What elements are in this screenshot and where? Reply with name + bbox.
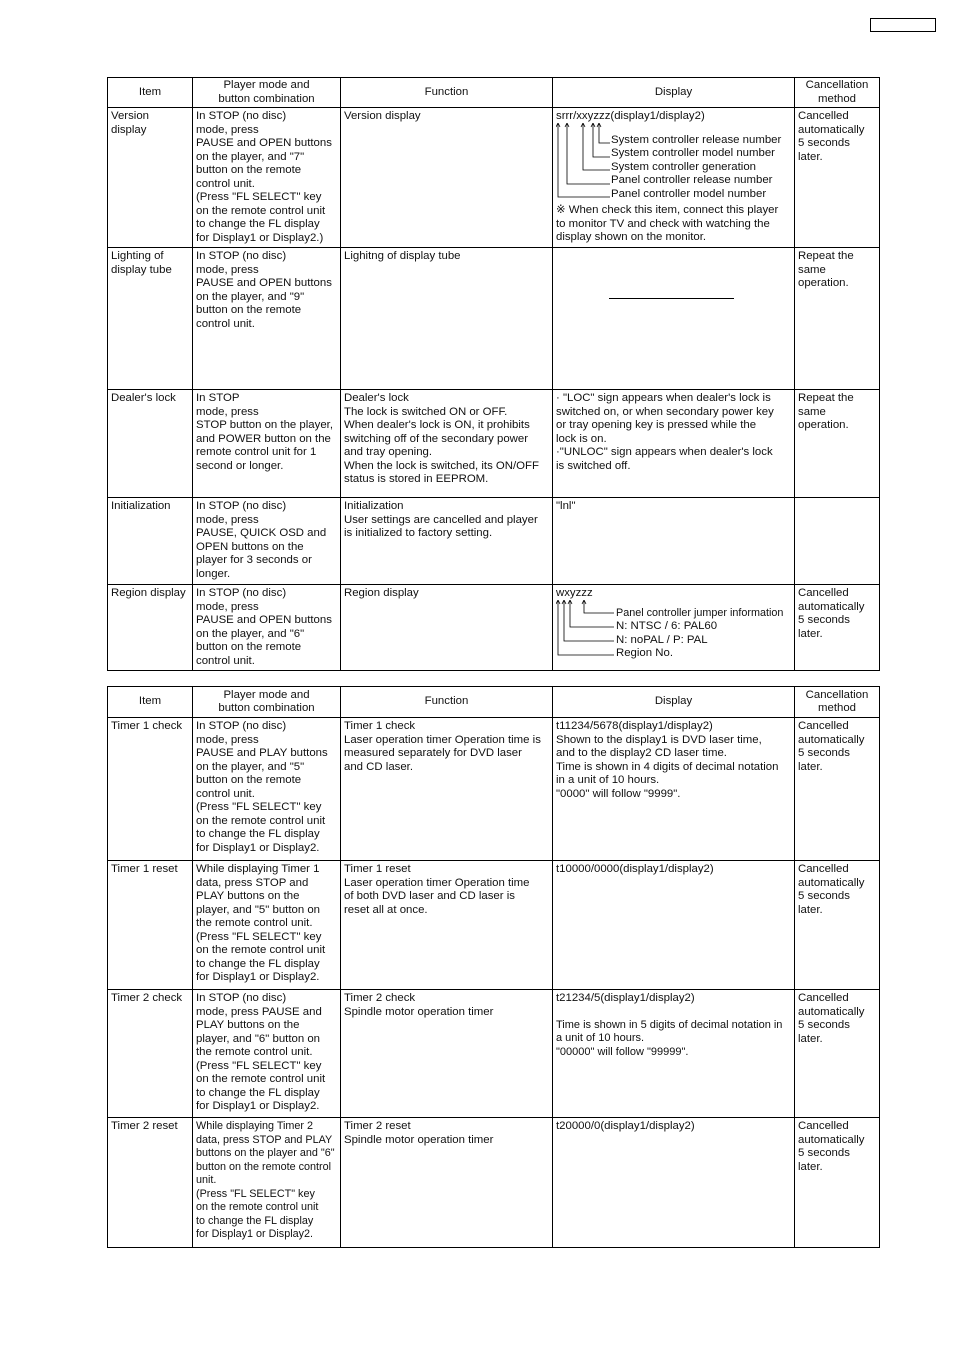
item-cell: Timer 1 reset [108, 861, 193, 990]
cancel-cell: Cancelled automatically 5 seconds later. [795, 861, 880, 990]
display-tube-line [609, 298, 734, 299]
function-cell: Timer 1 check Laser operation timer Operation time is measured separately for DVD laser and CD laser. [341, 718, 553, 861]
function-cell: Timer 2 reset Spindle motor operation timer [341, 1118, 553, 1248]
function-cell: Initialization User settings are cancelled and player is initialized to factory setting. [341, 498, 553, 585]
table-row [108, 718, 880, 861]
header-function: Function [341, 687, 553, 718]
header-cancel: Cancellation method [795, 687, 880, 718]
mode-cell: In STOP (no disc) mode, press PAUSE and PLAY buttons on the player, and "5" button on the remote control unit. (Press "FL SELECT" key on the remote control unit to change the FL display for Display1 or Display2. [193, 718, 341, 861]
display-cell: "lnl" [553, 498, 795, 585]
table-header-row [108, 78, 880, 108]
cancel-cell [795, 498, 880, 585]
legend-row: System controller release number [611, 133, 782, 146]
header-cancel: Cancellation method [795, 78, 880, 108]
header-item: Item [108, 687, 193, 718]
version-code-diagram [556, 110, 791, 245]
mode-cell: In STOP (no disc) mode, press PAUSE and OPEN buttons on the player, and "9" button on the remote control unit. [193, 248, 341, 390]
display-cell: t10000/0000(display1/display2) [553, 861, 795, 990]
page-number-box [870, 18, 936, 32]
table-row [108, 861, 880, 990]
item-cell: Version display [108, 108, 193, 248]
display-cell [553, 990, 795, 1118]
table-row [108, 248, 880, 390]
display-text: Time is shown in 5 digits of decimal notation in a unit of 10 hours. "00000" will follow "99999". [556, 1018, 783, 1058]
mode-cell: In STOP (no disc) mode, press PAUSE and PLAY buttons on the player, and "6" button on the remote control unit. (Press "FL SELECT" key on the remote control unit to change the FL display for Display1 or Display2. [193, 990, 341, 1118]
cancel-cell: Cancelled automatically 5 seconds later. [795, 1118, 880, 1248]
legend-row: Panel controller jumper information [616, 606, 784, 619]
display-text: ·"UNLOC" sign appears when dealer's lock is switched off. [556, 446, 773, 472]
table-row [108, 990, 880, 1118]
display-code: wxyzzz [556, 587, 593, 599]
legend-arrows [556, 123, 626, 209]
header-mode: Player mode and button combination [193, 78, 341, 108]
table-row [108, 1118, 880, 1248]
legend-row: System controller model number [611, 147, 775, 159]
function-cell: Timer 2 check Spindle motor operation timer [341, 990, 553, 1118]
cancel-cell: Repeat the same operation. [795, 248, 880, 390]
mode-cell: In STOP (no disc) mode, press PAUSE and OPEN buttons on the player, and "6" button on the remote control unit. [193, 585, 341, 671]
function-cell: Version display [341, 108, 553, 248]
cancel-cell: Cancelled automatically 5 seconds later. [795, 990, 880, 1118]
legend-row: N: noPAL / P: PAL [616, 633, 708, 646]
mode-cell: While displaying Timer 1 data, press STOP and PLAY buttons on the player, and "5" button on the remote control unit. (Press "FL SELECT" key on the remote control unit to change the FL display for Display1 or Display2. [193, 861, 341, 990]
cancel-cell: Repeat the same operation. [795, 390, 880, 498]
function-cell: Dealer's lock The lock is switched ON or OFF. When dealer's lock is ON, it prohibits switching off of the secondary power and tray opening. When the lock is switched, its ON/OFF status is stored in EEPROM. [341, 390, 553, 498]
mode-cell: While displaying Timer 2 data, press STOP and PLAY buttons on the player and "6" button on the remote control unit. (Press "FL SELECT" key on the remote control unit to change the FL display for Display1 or Display2. [193, 1118, 341, 1248]
service-mode-table-1 [107, 77, 880, 671]
table-row [108, 390, 880, 498]
item-cell: Timer 1 check [108, 718, 193, 861]
item-cell: Region display [108, 585, 193, 671]
cancel-cell: Cancelled automatically 5 seconds later. [795, 585, 880, 671]
item-cell: Timer 2 reset [108, 1118, 193, 1248]
function-cell: Region display [341, 585, 553, 671]
display-cell [553, 585, 795, 671]
legend-row: Panel controller release number [611, 174, 773, 186]
display-cell [553, 108, 795, 248]
cancel-cell: Cancelled automatically 5 seconds later. [795, 718, 880, 861]
function-cell: Lighitng of display tube [341, 248, 553, 390]
header-display: Display [553, 78, 795, 108]
table-row [108, 585, 880, 671]
legend-row: System controller generation [611, 160, 756, 173]
legend-arrows [556, 600, 626, 660]
region-code-diagram [556, 587, 791, 661]
item-cell: Timer 2 check [108, 990, 193, 1118]
table-row [108, 108, 880, 248]
display-cell [553, 390, 795, 498]
mode-cell: In STOP (no disc) mode, press PAUSE, QUICK OSD and OPEN buttons on the player for 3 seconds or longer. [193, 498, 341, 585]
display-note: ※ When check this item, connect this player to monitor TV and check with watching the display shown on the monitor. [556, 204, 779, 243]
display-cell: t11234/5678(display1/display2) Shown to the display1 is DVD laser time, and to the display2 CD laser time. Time is shown in 4 digits of decimal notation in a unit of 10 hours. "0000" will follow "9999". [553, 718, 795, 861]
mode-cell: In STOP (no disc) mode, press PAUSE and OPEN buttons on the player, and "7" button on the remote control unit. (Press "FL SELECT" key on the remote control unit to change the FL display for Display1 or Display2.) [193, 108, 341, 248]
item-cell: Dealer's lock [108, 390, 193, 498]
legend-row: Region No. [616, 647, 673, 659]
header-display: Display [553, 687, 795, 718]
item-cell: Initialization [108, 498, 193, 585]
service-mode-table-2 [107, 686, 880, 1248]
legend-row: N: NTSC / 6: PAL60 [616, 620, 718, 632]
header-function: Function [341, 78, 553, 108]
function-cell: Timer 1 reset Laser operation timer Operation time of both DVD laser and CD laser is reset all at once. [341, 861, 553, 990]
header-mode: Player mode and button combination [193, 687, 341, 718]
table-header-row [108, 687, 880, 718]
display-cell [553, 248, 795, 390]
display-text: · "LOC" sign appears when dealer's lock is switched on, or when secondary power key or tray opening key is pressed while the lock is on. [556, 392, 774, 445]
display-code: srrr/xxyzzz(display1/display2) [556, 110, 705, 122]
item-cell: Lighting of display tube [108, 248, 193, 390]
mode-cell: In STOP mode, press STOP button on the player, and POWER button on the remote control unit for 1 second or longer. [193, 390, 341, 498]
cancel-cell: Cancelled automatically 5 seconds later. [795, 108, 880, 248]
display-code: t21234/5(display1/display2) [556, 992, 695, 1004]
table-row [108, 498, 880, 585]
header-item: Item [108, 78, 193, 108]
display-cell: t20000/0(display1/display2) [553, 1118, 795, 1248]
legend-row: Panel controller model number [611, 187, 767, 200]
